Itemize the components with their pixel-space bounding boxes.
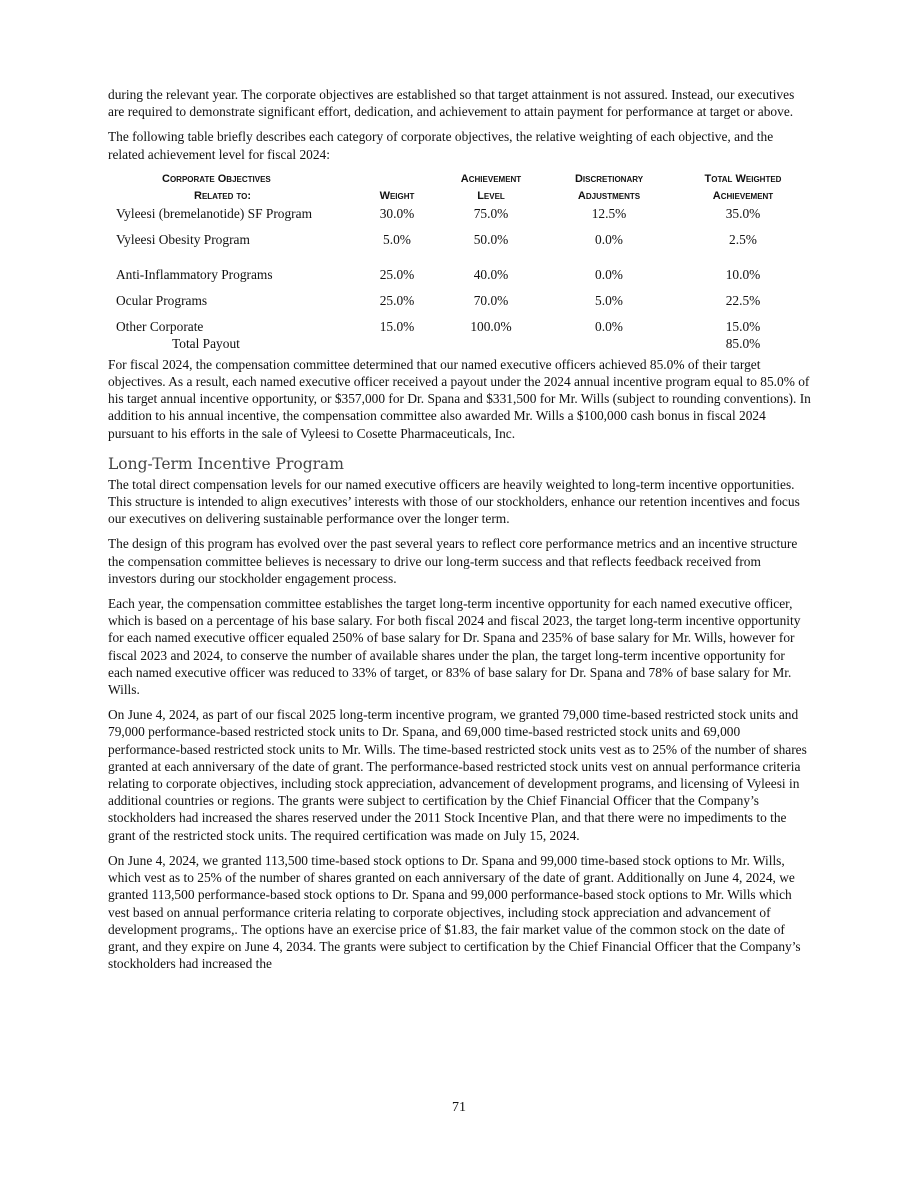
header-discretionary: Discretionary Adjustments [574, 172, 644, 202]
row-achievement: 70.0% [473, 292, 509, 308]
total-payout-label: Total Payout [172, 335, 240, 351]
table-row [108, 231, 812, 266]
row-achievement: 75.0% [473, 205, 509, 221]
row-discretionary: 0.0% [595, 266, 623, 282]
row-total: 10.0% [725, 266, 761, 282]
row-label: Anti-Inflammatory Programs [116, 266, 273, 282]
row-weight: 15.0% [379, 318, 415, 334]
row-achievement: 50.0% [473, 231, 509, 247]
row-total: 2.5% [729, 231, 757, 247]
row-discretionary: 0.0% [595, 318, 623, 334]
row-label: Other Corporate [116, 318, 204, 334]
row-achievement: 100.0% [470, 318, 512, 334]
header-weight: Weight [379, 189, 415, 202]
row-label: Ocular Programs [116, 292, 208, 308]
page-number: 71 [452, 1100, 466, 1115]
header-objectives: Corporate Objectives Related to: [162, 172, 271, 202]
document-page [108, 86, 812, 980]
row-discretionary: 5.0% [595, 292, 623, 308]
row-discretionary: 0.0% [595, 231, 623, 247]
total-payout-value: 85.0% [725, 335, 761, 351]
row-achievement: 40.0% [473, 266, 509, 282]
row-label: Vyleesi (bremelanotide) SF Program [116, 205, 312, 221]
table-total-row [108, 335, 812, 354]
row-weight: 25.0% [379, 266, 415, 282]
post-table-paragraph: For fiscal 2024, the compensation committee determined that our named executive officers achieved 85.0% of their target objectives. As a result, each named executive officer received a payout under the 2024 annual incentive program equal to 85.0% of his target annual incentive opportunity, or $357,000 for Dr. Spana and $331,500 for Mr. Wills (subject to rounding conventions). In addition to his annual incentive, the compensation committee also awarded Mr. Wills a $100,000 cash bonus in fiscal 2024 pursuant to his efforts in the sale of Vyleesi to Cosette Pharmaceuticals, Inc. [108, 356, 811, 441]
section-paragraph-4: On June 4, 2024, as part of our fiscal 2025 long-term incentive program, we granted 79,000 time-based restricted stock units and 79,000 performance-based restricted stock units to Dr. Spana, and 69,000 time-based restricted stock units and 69,000 performance-based restricted stock units to Mr. Wills. The time-based restricted stock units vest as to 25% of the number of shares granted at each anniversary of the date of grant. The performance-based restricted stock units vest on annual performance criteria relating to corporate objectives, including stock appreciation, advancement of development programs, and licensing of Vyleesi in additional countries or regions. The grants were subject to certification by the Chief Financial Officer that the Company’s stockholders had increased the shares reserved under the 2011 Stock Incentive Plan, and that there were no impediments to the grant of the restricted stock units. The required certification was made on July 15, 2024. [108, 707, 807, 843]
section-heading: Long-Term Incentive Program [108, 454, 344, 473]
row-weight: 30.0% [379, 205, 415, 221]
row-total: 35.0% [725, 205, 761, 221]
section-paragraph-1: The total direct compensation levels for our named executive officers are heavily weighted to long-term incentive opportunities. This structure is intended to align executives’ interests with those of our stockholders, enhance our retention incentives and focus our executives on delivering sustainable performance over the longer term. [108, 476, 800, 527]
table-row [108, 205, 812, 231]
row-weight: 5.0% [383, 231, 411, 247]
section-paragraph-5: On June 4, 2024, we granted 113,500 time-based stock options to Dr. Spana and 99,000 time-based stock options to Mr. Wills, which vest as to 25% of the number of shares granted on each anniversary of the date of grant. Additionally on June 4, 2024, we granted 113,500 performance-based stock options to Dr. Spana and 99,000 performance-based stock options to Mr. Wills which vest based on annual performance criteria relating to corporate objectives, including stock appreciation and advancement of development programs,. The options have an exercise price of $1.83, the fair market value of the common stock on the date of grant, and they expire on June 4, 2034. The grants were subject to certification by the Chief Financial Officer that the Company’s stockholders had increased the [108, 852, 801, 972]
header-total-weighted: Total Weighted Achievement [704, 172, 782, 202]
row-total: 15.0% [725, 318, 761, 334]
section-paragraph-3: Each year, the compensation committee establishes the target long-term incentive opportunity for each named executive officer, which is based on a percentage of his base salary. For both fiscal 2024 and fiscal 2023, the target long-term incentive opportunity for each named executive officer equaled 250% of base salary for Dr. Spana and 235% of base salary for Mr. Wills, however for fiscal 2023 and 2024, to conserve the number of available shares under the plan, the target long-term incentive opportunity for each named executive officer was reduced to 33% of target, or 83% of base salary for Dr. Spana and 78% of base salary for Mr. Wills. [108, 596, 801, 698]
table-header-row [108, 171, 812, 205]
row-label: Vyleesi Obesity Program [116, 231, 250, 247]
table-row [108, 266, 812, 292]
table-row [108, 318, 812, 335]
row-discretionary: 12.5% [591, 205, 627, 221]
intro-paragraph-1: during the relevant year. The corporate objectives are established so that target attainment is not assured. Instead, our executives are required to demonstrate significant effort, dedication, and achievement to attain payment for performance at target or above. [108, 87, 795, 120]
header-achievement: Achievement Level [460, 172, 522, 202]
row-weight: 25.0% [379, 292, 415, 308]
intro-paragraph-2: The following table briefly describes each category of corporate objectives, the relative weighting of each objective, and the related achievement level for fiscal 2024: [108, 129, 774, 162]
section-paragraph-2: The design of this program has evolved over the past several years to reflect core performance metrics and an incentive structure the compensation committee believes is necessary to drive our long-term success and that reflects feedback received from investors during our stockholder engagement process. [108, 536, 798, 586]
row-total: 22.5% [725, 292, 761, 308]
table-row [108, 292, 812, 318]
corporate-objectives-table [108, 171, 812, 354]
